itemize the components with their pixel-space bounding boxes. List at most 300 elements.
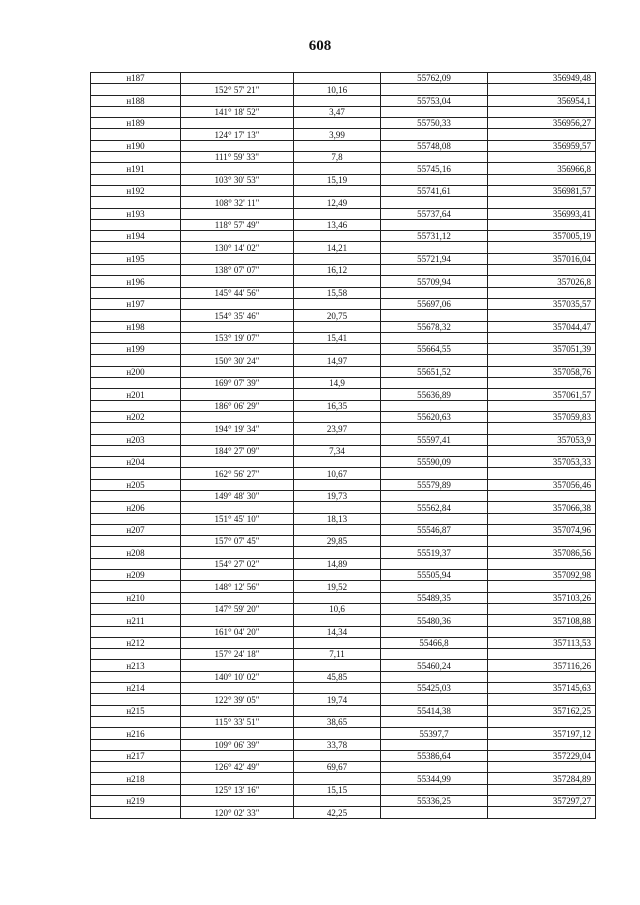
empty-cell — [91, 739, 181, 750]
point-row — [91, 298, 596, 309]
x-coordinate-cell: 55697,06 — [381, 298, 488, 309]
distance-cell: 3,47 — [294, 106, 381, 117]
x-coordinate-cell: 55721,94 — [381, 253, 488, 264]
segment-row — [91, 603, 596, 614]
distance-cell: 19,73 — [294, 490, 381, 501]
distance-cell: 15,41 — [294, 332, 381, 343]
page-number: 608 — [308, 38, 332, 54]
distance-cell: 69,67 — [294, 762, 381, 773]
empty-cell — [488, 739, 596, 750]
point-row — [91, 231, 596, 242]
x-coordinate-cell: 55597,41 — [381, 434, 488, 445]
y-coordinate-cell: 357005,19 — [488, 231, 596, 242]
distance-cell: 14,21 — [294, 242, 381, 253]
point-name-cell: н203 — [91, 434, 181, 445]
empty-cell — [381, 423, 488, 434]
point-name-cell: н218 — [91, 773, 181, 784]
empty-cell — [91, 603, 181, 614]
empty-cell — [91, 129, 181, 140]
segment-row — [91, 400, 596, 411]
empty-cell — [181, 524, 294, 535]
empty-cell — [181, 570, 294, 581]
empty-cell — [91, 152, 181, 163]
point-row — [91, 570, 596, 581]
y-coordinate-cell: 357145,63 — [488, 683, 596, 694]
x-coordinate-cell: 55678,32 — [381, 321, 488, 332]
empty-cell — [488, 536, 596, 547]
point-name-cell: н201 — [91, 389, 181, 400]
segment-row — [91, 106, 596, 117]
segment-row — [91, 649, 596, 660]
point-name-cell: н214 — [91, 683, 181, 694]
y-coordinate-cell: 357058,76 — [488, 366, 596, 377]
y-coordinate-cell: 357053,33 — [488, 457, 596, 468]
distance-cell: 15,15 — [294, 784, 381, 795]
distance-cell: 19,74 — [294, 694, 381, 705]
empty-cell — [381, 265, 488, 276]
empty-cell — [294, 728, 381, 739]
empty-cell — [91, 807, 181, 818]
x-coordinate-cell: 55590,09 — [381, 457, 488, 468]
distance-cell: 7,8 — [294, 152, 381, 163]
empty-cell — [294, 637, 381, 648]
empty-cell — [181, 411, 294, 422]
empty-cell — [181, 547, 294, 558]
empty-cell — [488, 197, 596, 208]
x-coordinate-cell: 55386,64 — [381, 750, 488, 761]
segment-row — [91, 287, 596, 298]
table-body — [91, 73, 596, 819]
empty-cell — [91, 400, 181, 411]
point-row — [91, 705, 596, 716]
segment-row — [91, 174, 596, 185]
empty-cell — [488, 423, 596, 434]
distance-cell: 20,75 — [294, 310, 381, 321]
empty-cell — [91, 649, 181, 660]
empty-cell — [181, 208, 294, 219]
point-row — [91, 95, 596, 106]
empty-cell — [181, 253, 294, 264]
point-name-cell: н194 — [91, 231, 181, 242]
point-name-cell: н210 — [91, 592, 181, 603]
empty-cell — [294, 276, 381, 287]
distance-cell: 10,16 — [294, 84, 381, 95]
empty-cell — [181, 728, 294, 739]
empty-cell — [381, 468, 488, 479]
empty-cell — [381, 649, 488, 660]
bearing-angle-cell: 162° 56' 27" — [181, 468, 294, 479]
empty-cell — [488, 671, 596, 682]
empty-cell — [294, 118, 381, 129]
empty-cell — [181, 389, 294, 400]
point-name-cell: н208 — [91, 547, 181, 558]
empty-cell — [381, 332, 488, 343]
distance-cell: 29,85 — [294, 536, 381, 547]
empty-cell — [91, 445, 181, 456]
empty-cell — [381, 287, 488, 298]
empty-cell — [181, 773, 294, 784]
empty-cell — [181, 118, 294, 129]
coordinates-table — [90, 72, 596, 819]
segment-row — [91, 423, 596, 434]
empty-cell — [91, 694, 181, 705]
point-name-cell: н219 — [91, 796, 181, 807]
x-coordinate-cell: 55651,52 — [381, 366, 488, 377]
empty-cell — [381, 490, 488, 501]
empty-cell — [91, 174, 181, 185]
point-name-cell: н192 — [91, 185, 181, 196]
point-row — [91, 276, 596, 287]
distance-cell: 3,99 — [294, 129, 381, 140]
empty-cell — [91, 626, 181, 637]
empty-cell — [294, 796, 381, 807]
segment-row — [91, 513, 596, 524]
empty-cell — [294, 366, 381, 377]
empty-cell — [91, 287, 181, 298]
empty-cell — [91, 468, 181, 479]
bearing-angle-cell: 186° 06' 29" — [181, 400, 294, 411]
point-row — [91, 660, 596, 671]
empty-cell — [294, 73, 381, 84]
bearing-angle-cell: 115° 33' 51" — [181, 716, 294, 727]
point-name-cell: н206 — [91, 502, 181, 513]
empty-cell — [181, 276, 294, 287]
x-coordinate-cell: 55741,61 — [381, 185, 488, 196]
point-row — [91, 185, 596, 196]
empty-cell — [381, 807, 488, 818]
segment-row — [91, 490, 596, 501]
y-coordinate-cell: 357061,57 — [488, 389, 596, 400]
empty-cell — [294, 185, 381, 196]
empty-cell — [381, 129, 488, 140]
distance-cell: 14,9 — [294, 378, 381, 389]
y-coordinate-cell: 357108,88 — [488, 615, 596, 626]
empty-cell — [488, 513, 596, 524]
empty-cell — [181, 163, 294, 174]
empty-cell — [381, 513, 488, 524]
y-coordinate-cell: 357229,04 — [488, 750, 596, 761]
bearing-angle-cell: 161° 04' 20" — [181, 626, 294, 637]
point-name-cell: н204 — [91, 457, 181, 468]
segment-row — [91, 558, 596, 569]
empty-cell — [181, 321, 294, 332]
x-coordinate-cell: 55425,03 — [381, 683, 488, 694]
empty-cell — [294, 208, 381, 219]
point-name-cell: н193 — [91, 208, 181, 219]
empty-cell — [181, 592, 294, 603]
empty-cell — [294, 298, 381, 309]
empty-cell — [91, 219, 181, 230]
empty-cell — [294, 502, 381, 513]
empty-cell — [488, 265, 596, 276]
y-coordinate-cell: 357297,27 — [488, 796, 596, 807]
segment-row — [91, 581, 596, 592]
distance-cell: 23,97 — [294, 423, 381, 434]
empty-cell — [294, 434, 381, 445]
empty-cell — [381, 671, 488, 682]
empty-cell — [181, 140, 294, 151]
point-row — [91, 208, 596, 219]
segment-row — [91, 310, 596, 321]
distance-cell: 14,34 — [294, 626, 381, 637]
x-coordinate-cell: 55460,24 — [381, 660, 488, 671]
point-row — [91, 73, 596, 84]
point-name-cell: н196 — [91, 276, 181, 287]
empty-cell — [381, 716, 488, 727]
empty-cell — [488, 242, 596, 253]
y-coordinate-cell: 356954,1 — [488, 95, 596, 106]
point-row — [91, 547, 596, 558]
segment-row — [91, 739, 596, 750]
empty-cell — [488, 649, 596, 660]
y-coordinate-cell: 356959,57 — [488, 140, 596, 151]
empty-cell — [181, 750, 294, 761]
bearing-angle-cell: 152° 57' 21" — [181, 84, 294, 95]
distance-cell: 19,52 — [294, 581, 381, 592]
x-coordinate-cell: 55336,25 — [381, 796, 488, 807]
bearing-angle-cell: 138° 07' 07" — [181, 265, 294, 276]
bearing-angle-cell: 145° 44' 56" — [181, 287, 294, 298]
empty-cell — [91, 513, 181, 524]
distance-cell: 42,25 — [294, 807, 381, 818]
empty-cell — [488, 807, 596, 818]
empty-cell — [488, 762, 596, 773]
point-name-cell: н189 — [91, 118, 181, 129]
empty-cell — [181, 637, 294, 648]
empty-cell — [181, 502, 294, 513]
empty-cell — [294, 231, 381, 242]
empty-cell — [294, 457, 381, 468]
y-coordinate-cell: 357053,9 — [488, 434, 596, 445]
empty-cell — [294, 705, 381, 716]
empty-cell — [91, 423, 181, 434]
empty-cell — [488, 445, 596, 456]
empty-cell — [181, 185, 294, 196]
x-coordinate-cell: 55480,36 — [381, 615, 488, 626]
x-coordinate-cell: 55762,09 — [381, 73, 488, 84]
empty-cell — [91, 332, 181, 343]
empty-cell — [488, 400, 596, 411]
empty-cell — [294, 524, 381, 535]
point-row — [91, 366, 596, 377]
empty-cell — [91, 716, 181, 727]
bearing-angle-cell: 124° 17' 13" — [181, 129, 294, 140]
empty-cell — [488, 694, 596, 705]
x-coordinate-cell: 55466,8 — [381, 637, 488, 648]
x-coordinate-cell: 55519,37 — [381, 547, 488, 558]
empty-cell — [381, 694, 488, 705]
bearing-angle-cell: 120° 02' 33" — [181, 807, 294, 818]
y-coordinate-cell: 357016,04 — [488, 253, 596, 264]
segment-row — [91, 242, 596, 253]
point-row — [91, 344, 596, 355]
x-coordinate-cell: 55753,04 — [381, 95, 488, 106]
empty-cell — [488, 84, 596, 95]
distance-cell: 13,46 — [294, 219, 381, 230]
distance-cell: 14,89 — [294, 558, 381, 569]
y-coordinate-cell: 356956,27 — [488, 118, 596, 129]
y-coordinate-cell: 357051,39 — [488, 344, 596, 355]
distance-cell: 18,13 — [294, 513, 381, 524]
empty-cell — [181, 73, 294, 84]
empty-cell — [381, 242, 488, 253]
point-row — [91, 637, 596, 648]
empty-cell — [294, 140, 381, 151]
bearing-angle-cell: 157° 24' 18" — [181, 649, 294, 660]
segment-row — [91, 152, 596, 163]
x-coordinate-cell: 55731,12 — [381, 231, 488, 242]
point-row — [91, 389, 596, 400]
point-name-cell: н191 — [91, 163, 181, 174]
empty-cell — [381, 84, 488, 95]
empty-cell — [488, 174, 596, 185]
point-name-cell: н212 — [91, 637, 181, 648]
y-coordinate-cell: 356993,41 — [488, 208, 596, 219]
point-row — [91, 479, 596, 490]
empty-cell — [294, 615, 381, 626]
empty-cell — [91, 762, 181, 773]
empty-cell — [488, 490, 596, 501]
point-name-cell: н205 — [91, 479, 181, 490]
empty-cell — [294, 592, 381, 603]
point-row — [91, 502, 596, 513]
empty-cell — [294, 570, 381, 581]
empty-cell — [294, 389, 381, 400]
empty-cell — [294, 683, 381, 694]
x-coordinate-cell: 55489,35 — [381, 592, 488, 603]
point-row — [91, 253, 596, 264]
y-coordinate-cell: 357103,26 — [488, 592, 596, 603]
empty-cell — [488, 378, 596, 389]
bearing-angle-cell: 111° 59' 33" — [181, 152, 294, 163]
bearing-angle-cell: 194° 19' 34" — [181, 423, 294, 434]
empty-cell — [488, 219, 596, 230]
empty-cell — [488, 558, 596, 569]
empty-cell — [294, 547, 381, 558]
bearing-angle-cell: 154° 27' 02" — [181, 558, 294, 569]
empty-cell — [488, 626, 596, 637]
empty-cell — [381, 152, 488, 163]
x-coordinate-cell: 55636,89 — [381, 389, 488, 400]
x-coordinate-cell: 55664,55 — [381, 344, 488, 355]
segment-row — [91, 626, 596, 637]
point-name-cell: н213 — [91, 660, 181, 671]
empty-cell — [181, 457, 294, 468]
empty-cell — [488, 468, 596, 479]
empty-cell — [91, 784, 181, 795]
empty-cell — [381, 445, 488, 456]
empty-cell — [91, 558, 181, 569]
empty-cell — [91, 310, 181, 321]
bearing-angle-cell: 157° 07' 45" — [181, 536, 294, 547]
bearing-angle-cell: 140° 10' 02" — [181, 671, 294, 682]
y-coordinate-cell: 357162,25 — [488, 705, 596, 716]
bearing-angle-cell: 109° 06' 39" — [181, 739, 294, 750]
y-coordinate-cell: 356966,8 — [488, 163, 596, 174]
bearing-angle-cell: 150° 30' 24" — [181, 355, 294, 366]
empty-cell — [91, 242, 181, 253]
empty-cell — [488, 287, 596, 298]
bearing-angle-cell: 108° 32' 11" — [181, 197, 294, 208]
empty-cell — [181, 231, 294, 242]
point-row — [91, 524, 596, 535]
point-row — [91, 615, 596, 626]
empty-cell — [294, 750, 381, 761]
bearing-angle-cell: 153° 19' 07" — [181, 332, 294, 343]
bearing-angle-cell: 122° 39' 05" — [181, 694, 294, 705]
point-row — [91, 411, 596, 422]
y-coordinate-cell: 357056,46 — [488, 479, 596, 490]
empty-cell — [488, 152, 596, 163]
bearing-angle-cell: 148° 12' 56" — [181, 581, 294, 592]
empty-cell — [294, 163, 381, 174]
empty-cell — [488, 332, 596, 343]
y-coordinate-cell: 357113,53 — [488, 637, 596, 648]
segment-row — [91, 84, 596, 95]
bearing-angle-cell: 130° 14' 02" — [181, 242, 294, 253]
segment-row — [91, 378, 596, 389]
y-coordinate-cell: 357197,12 — [488, 728, 596, 739]
x-coordinate-cell: 55562,84 — [381, 502, 488, 513]
segment-row — [91, 219, 596, 230]
empty-cell — [488, 355, 596, 366]
empty-cell — [488, 129, 596, 140]
point-row — [91, 140, 596, 151]
point-row — [91, 796, 596, 807]
point-row — [91, 592, 596, 603]
empty-cell — [381, 378, 488, 389]
distance-cell: 16,12 — [294, 265, 381, 276]
empty-cell — [381, 174, 488, 185]
segment-row — [91, 332, 596, 343]
empty-cell — [91, 671, 181, 682]
empty-cell — [381, 784, 488, 795]
x-coordinate-cell: 55748,08 — [381, 140, 488, 151]
empty-cell — [381, 739, 488, 750]
point-row — [91, 163, 596, 174]
point-name-cell: н198 — [91, 321, 181, 332]
point-row — [91, 118, 596, 129]
point-name-cell: н211 — [91, 615, 181, 626]
distance-cell: 38,65 — [294, 716, 381, 727]
point-name-cell: н215 — [91, 705, 181, 716]
segment-row — [91, 762, 596, 773]
distance-cell: 15,19 — [294, 174, 381, 185]
distance-cell: 16,35 — [294, 400, 381, 411]
point-name-cell: н188 — [91, 95, 181, 106]
bearing-angle-cell: 184° 27' 09" — [181, 445, 294, 456]
distance-cell: 33,78 — [294, 739, 381, 750]
empty-cell — [91, 536, 181, 547]
x-coordinate-cell: 55579,89 — [381, 479, 488, 490]
empty-cell — [488, 784, 596, 795]
point-row — [91, 728, 596, 739]
point-name-cell: н195 — [91, 253, 181, 264]
x-coordinate-cell: 55737,64 — [381, 208, 488, 219]
y-coordinate-cell: 357284,89 — [488, 773, 596, 784]
y-coordinate-cell: 357074,96 — [488, 524, 596, 535]
empty-cell — [181, 479, 294, 490]
y-coordinate-cell: 357116,26 — [488, 660, 596, 671]
empty-cell — [294, 321, 381, 332]
bearing-angle-cell: 103° 30' 53" — [181, 174, 294, 185]
point-name-cell: н190 — [91, 140, 181, 151]
x-coordinate-cell: 55505,94 — [381, 570, 488, 581]
segment-row — [91, 197, 596, 208]
y-coordinate-cell: 357092,98 — [488, 570, 596, 581]
distance-cell: 10,67 — [294, 468, 381, 479]
empty-cell — [294, 411, 381, 422]
